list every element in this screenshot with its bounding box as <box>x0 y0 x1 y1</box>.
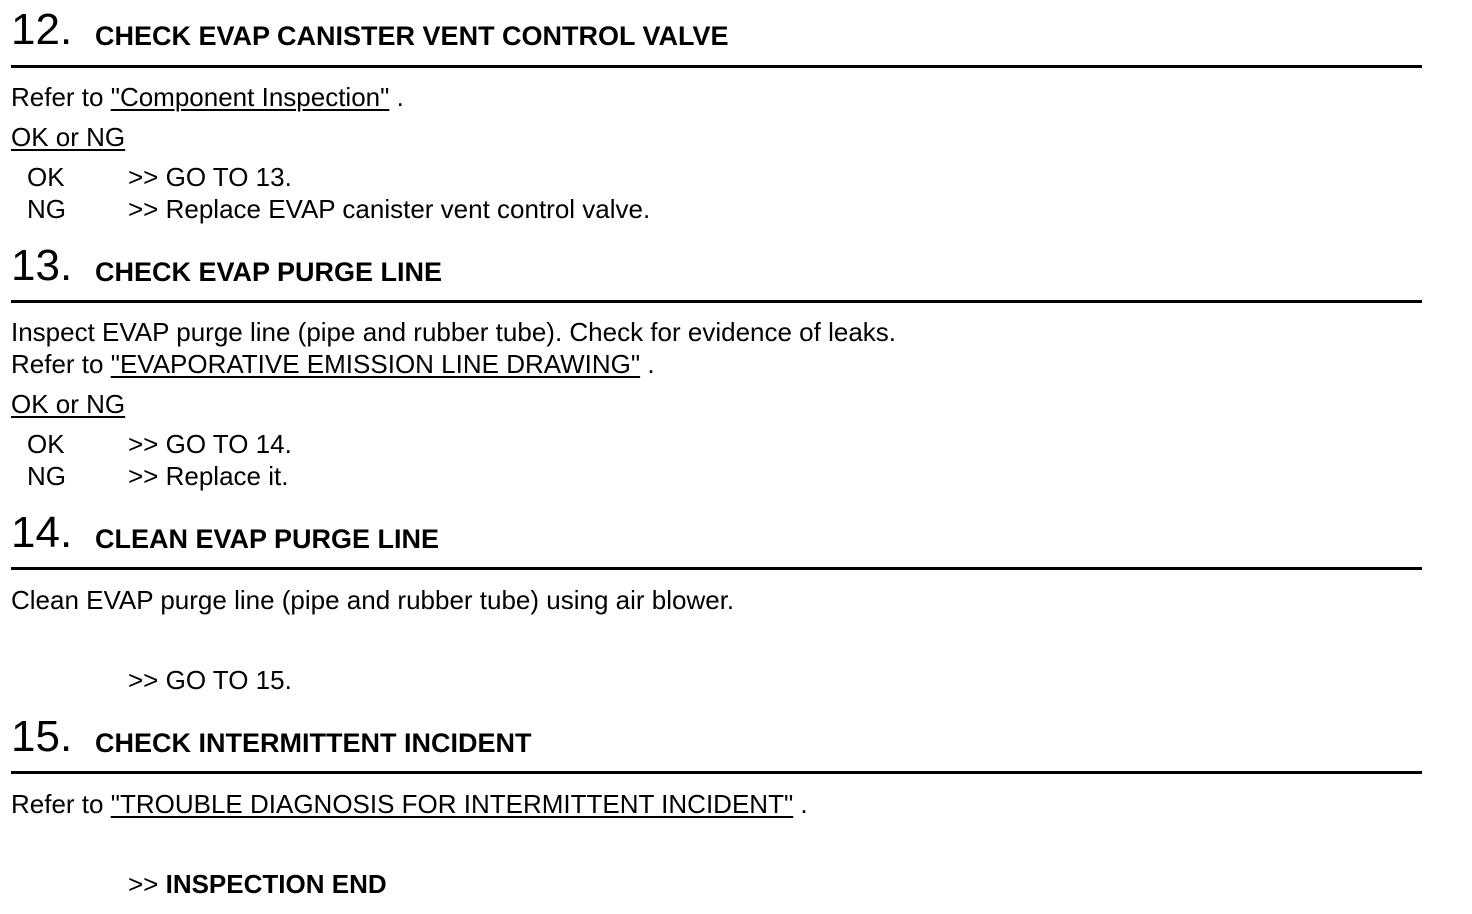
period-text: . <box>389 82 404 112</box>
step-12-ng-label: NG <box>27 194 66 224</box>
action-arrow-text: >> <box>128 869 166 899</box>
inspection-end-text: INSPECTION END <box>165 869 387 899</box>
step-13-ng-label: NG <box>27 461 66 491</box>
step-15-action <box>128 869 387 899</box>
refer-to-text: Refer to <box>11 82 111 112</box>
step-12-ng-action: >> Replace EVAP canister vent control valve. <box>128 194 651 224</box>
refer-to-text: Refer to <box>11 789 111 819</box>
step-13-divider <box>11 300 1422 303</box>
component-inspection-link[interactable]: "Component Inspection" <box>110 82 390 112</box>
step-15-title: CHECK INTERMITTENT INCIDENT <box>95 728 532 758</box>
step-12-divider <box>11 65 1422 68</box>
step-12-ok-label: OK <box>27 162 65 192</box>
step-12-body <box>11 82 404 112</box>
step-12-number: 12. <box>11 5 73 54</box>
step-14-action: >> GO TO 15. <box>128 665 292 695</box>
step-13-ng-action: >> Replace it. <box>128 461 289 491</box>
period-text: . <box>640 349 655 379</box>
step-13-ok-label: OK <box>27 429 65 459</box>
step-14-divider <box>11 567 1422 570</box>
step-12-ok-action: >> GO TO 13. <box>128 162 292 192</box>
step-15-body <box>11 789 808 819</box>
period-text: . <box>793 789 808 819</box>
step-13-body-line-2 <box>11 349 655 379</box>
step-14-title: CLEAN EVAP PURGE LINE <box>95 524 440 554</box>
step-13-title: CHECK EVAP PURGE LINE <box>95 257 443 287</box>
step-15-divider <box>11 771 1422 774</box>
refer-to-text: Refer to <box>11 349 111 379</box>
step-14-number: 14. <box>11 508 73 557</box>
step-12-title: CHECK EVAP CANISTER VENT CONTROL VALVE <box>95 21 729 51</box>
trouble-diagnosis-intermittent-incident-link[interactable]: "TROUBLE DIAGNOSIS FOR INTERMITTENT INCIDENT" <box>110 789 794 819</box>
evaporative-emission-line-drawing-link[interactable]: "EVAPORATIVE EMISSION LINE DRAWING" <box>110 349 641 379</box>
step-13-ok-action: >> GO TO 14. <box>128 429 292 459</box>
step-13-ok-or-ng-label: OK or NG <box>11 389 126 419</box>
step-14-body: Clean EVAP purge line (pipe and rubber tube) using air blower. <box>11 585 735 615</box>
step-15-number: 15. <box>11 712 73 761</box>
step-12-ok-or-ng-label: OK or NG <box>11 122 126 152</box>
step-13-number: 13. <box>11 241 73 290</box>
step-13-body-line-1: Inspect EVAP purge line (pipe and rubber tube). Check for evidence of leaks. <box>11 317 897 347</box>
